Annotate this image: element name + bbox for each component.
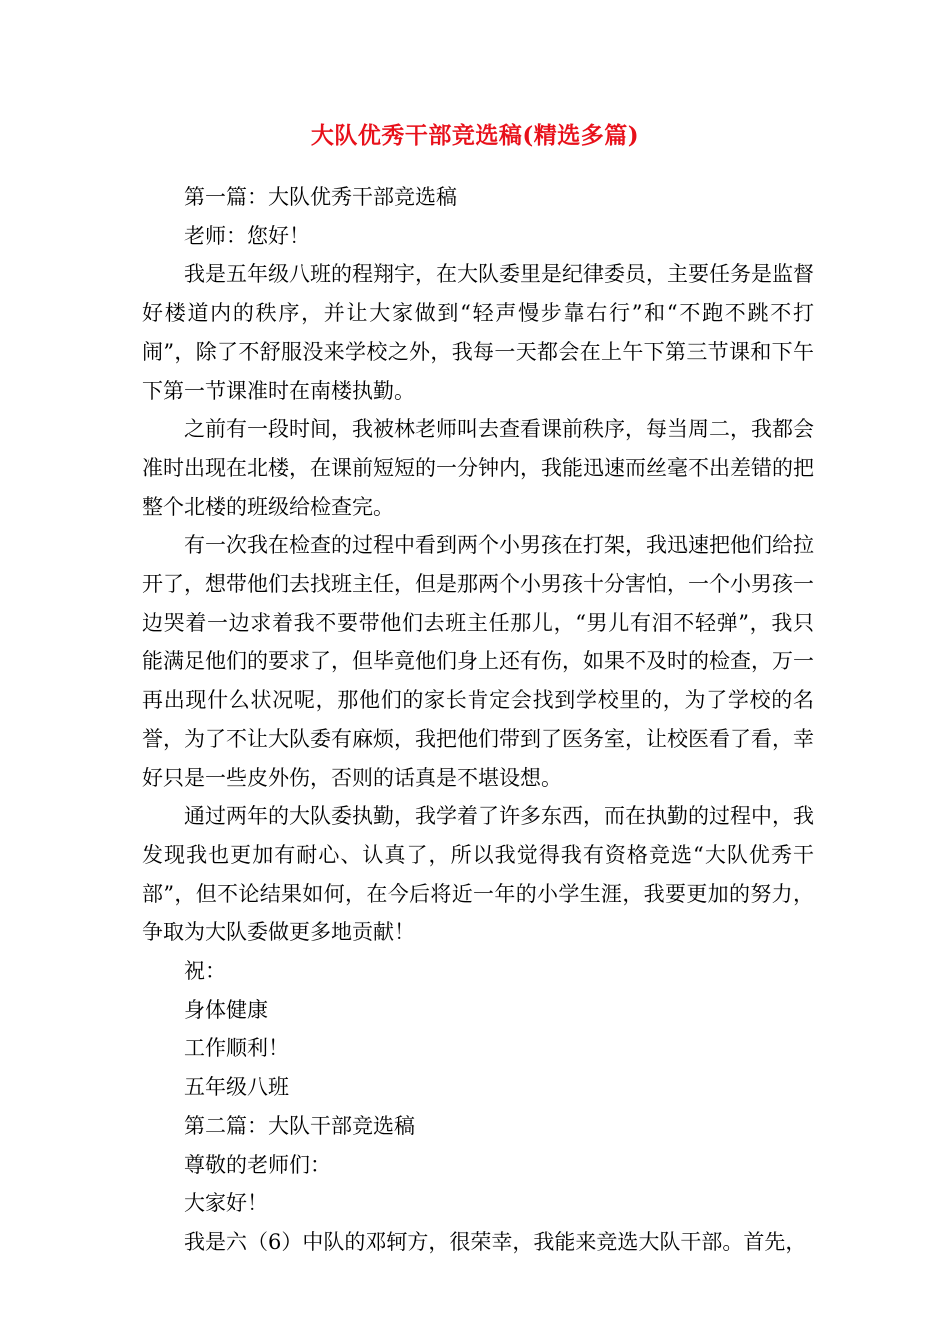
paragraph: 我是六（6）中队的邓轲方，很荣幸，我能来竞选大队干部。首先，	[184, 1229, 807, 1254]
paragraph: 五年级八班	[184, 1075, 289, 1100]
paragraph: 老师：您好！	[184, 223, 310, 248]
paragraph: 尊敬的老师们：	[184, 1152, 331, 1177]
paragraph: 身体健康	[184, 997, 268, 1022]
paragraph: 祝：	[184, 959, 226, 984]
document-title: 大队优秀干部竞选稿(精选多篇)	[310, 122, 640, 149]
paragraph: 第二篇：大队干部竞选稿	[184, 1113, 415, 1138]
paragraph: 第一篇：大队优秀干部竞选稿	[184, 185, 457, 209]
paragraph: 大家好！	[184, 1191, 268, 1216]
document-body	[142, 178, 814, 1262]
paragraph: 通过两年的大队委执勤，我学着了许多东西，而在执勤的过程中，我发现我也更加有耐心、认真了，所以我觉得我有资格竞选“大队优秀干部”，但不论结果如何，在今后将近一年的小学生涯，我要更加的努力，争取为大队委做更多地贡献！	[142, 804, 814, 945]
paragraph: 我是五年级八班的程翔宇，在大队委里是纪律委员，主要任务是监督好楼道内的秩序，并让大家做到“轻声慢步靠右行”和“不跑不跳不打闹”，除了不舒服没来学校之外，我每一天都会在上午下第三节课和下午下第一节课准时在南楼执勤。	[142, 262, 814, 403]
paragraph: 工作顺利！	[184, 1036, 289, 1061]
paragraph: 有一次我在检查的过程中看到两个小男孩在打架，我迅速把他们给拉开了，想带他们去找班主任，但是那两个小男孩十分害怕，一个小男孩一边哭着一边求着我不要带他们去班主任那儿，“男儿有泪不轻弹”，我只能满足他们的要求了，但毕竟他们身上还有伤，如果不及时的检查，万一再出现什么状况呢，那他们的家长肯定会找到学校里的，为了学校的名誉，为了不让大队委有麻烦，我把他们带到了医务室，让校医看了看，幸好只是一些皮外伤，否则的话真是不堪设想。	[142, 533, 814, 790]
paragraph: 之前有一段时间，我被林老师叫去查看课前秩序，每当周二，我都会准时出现在北楼，在课前短短的一分钟内，我能迅速而丝毫不出差错的把整个北楼的班级给检查完。	[142, 417, 814, 519]
